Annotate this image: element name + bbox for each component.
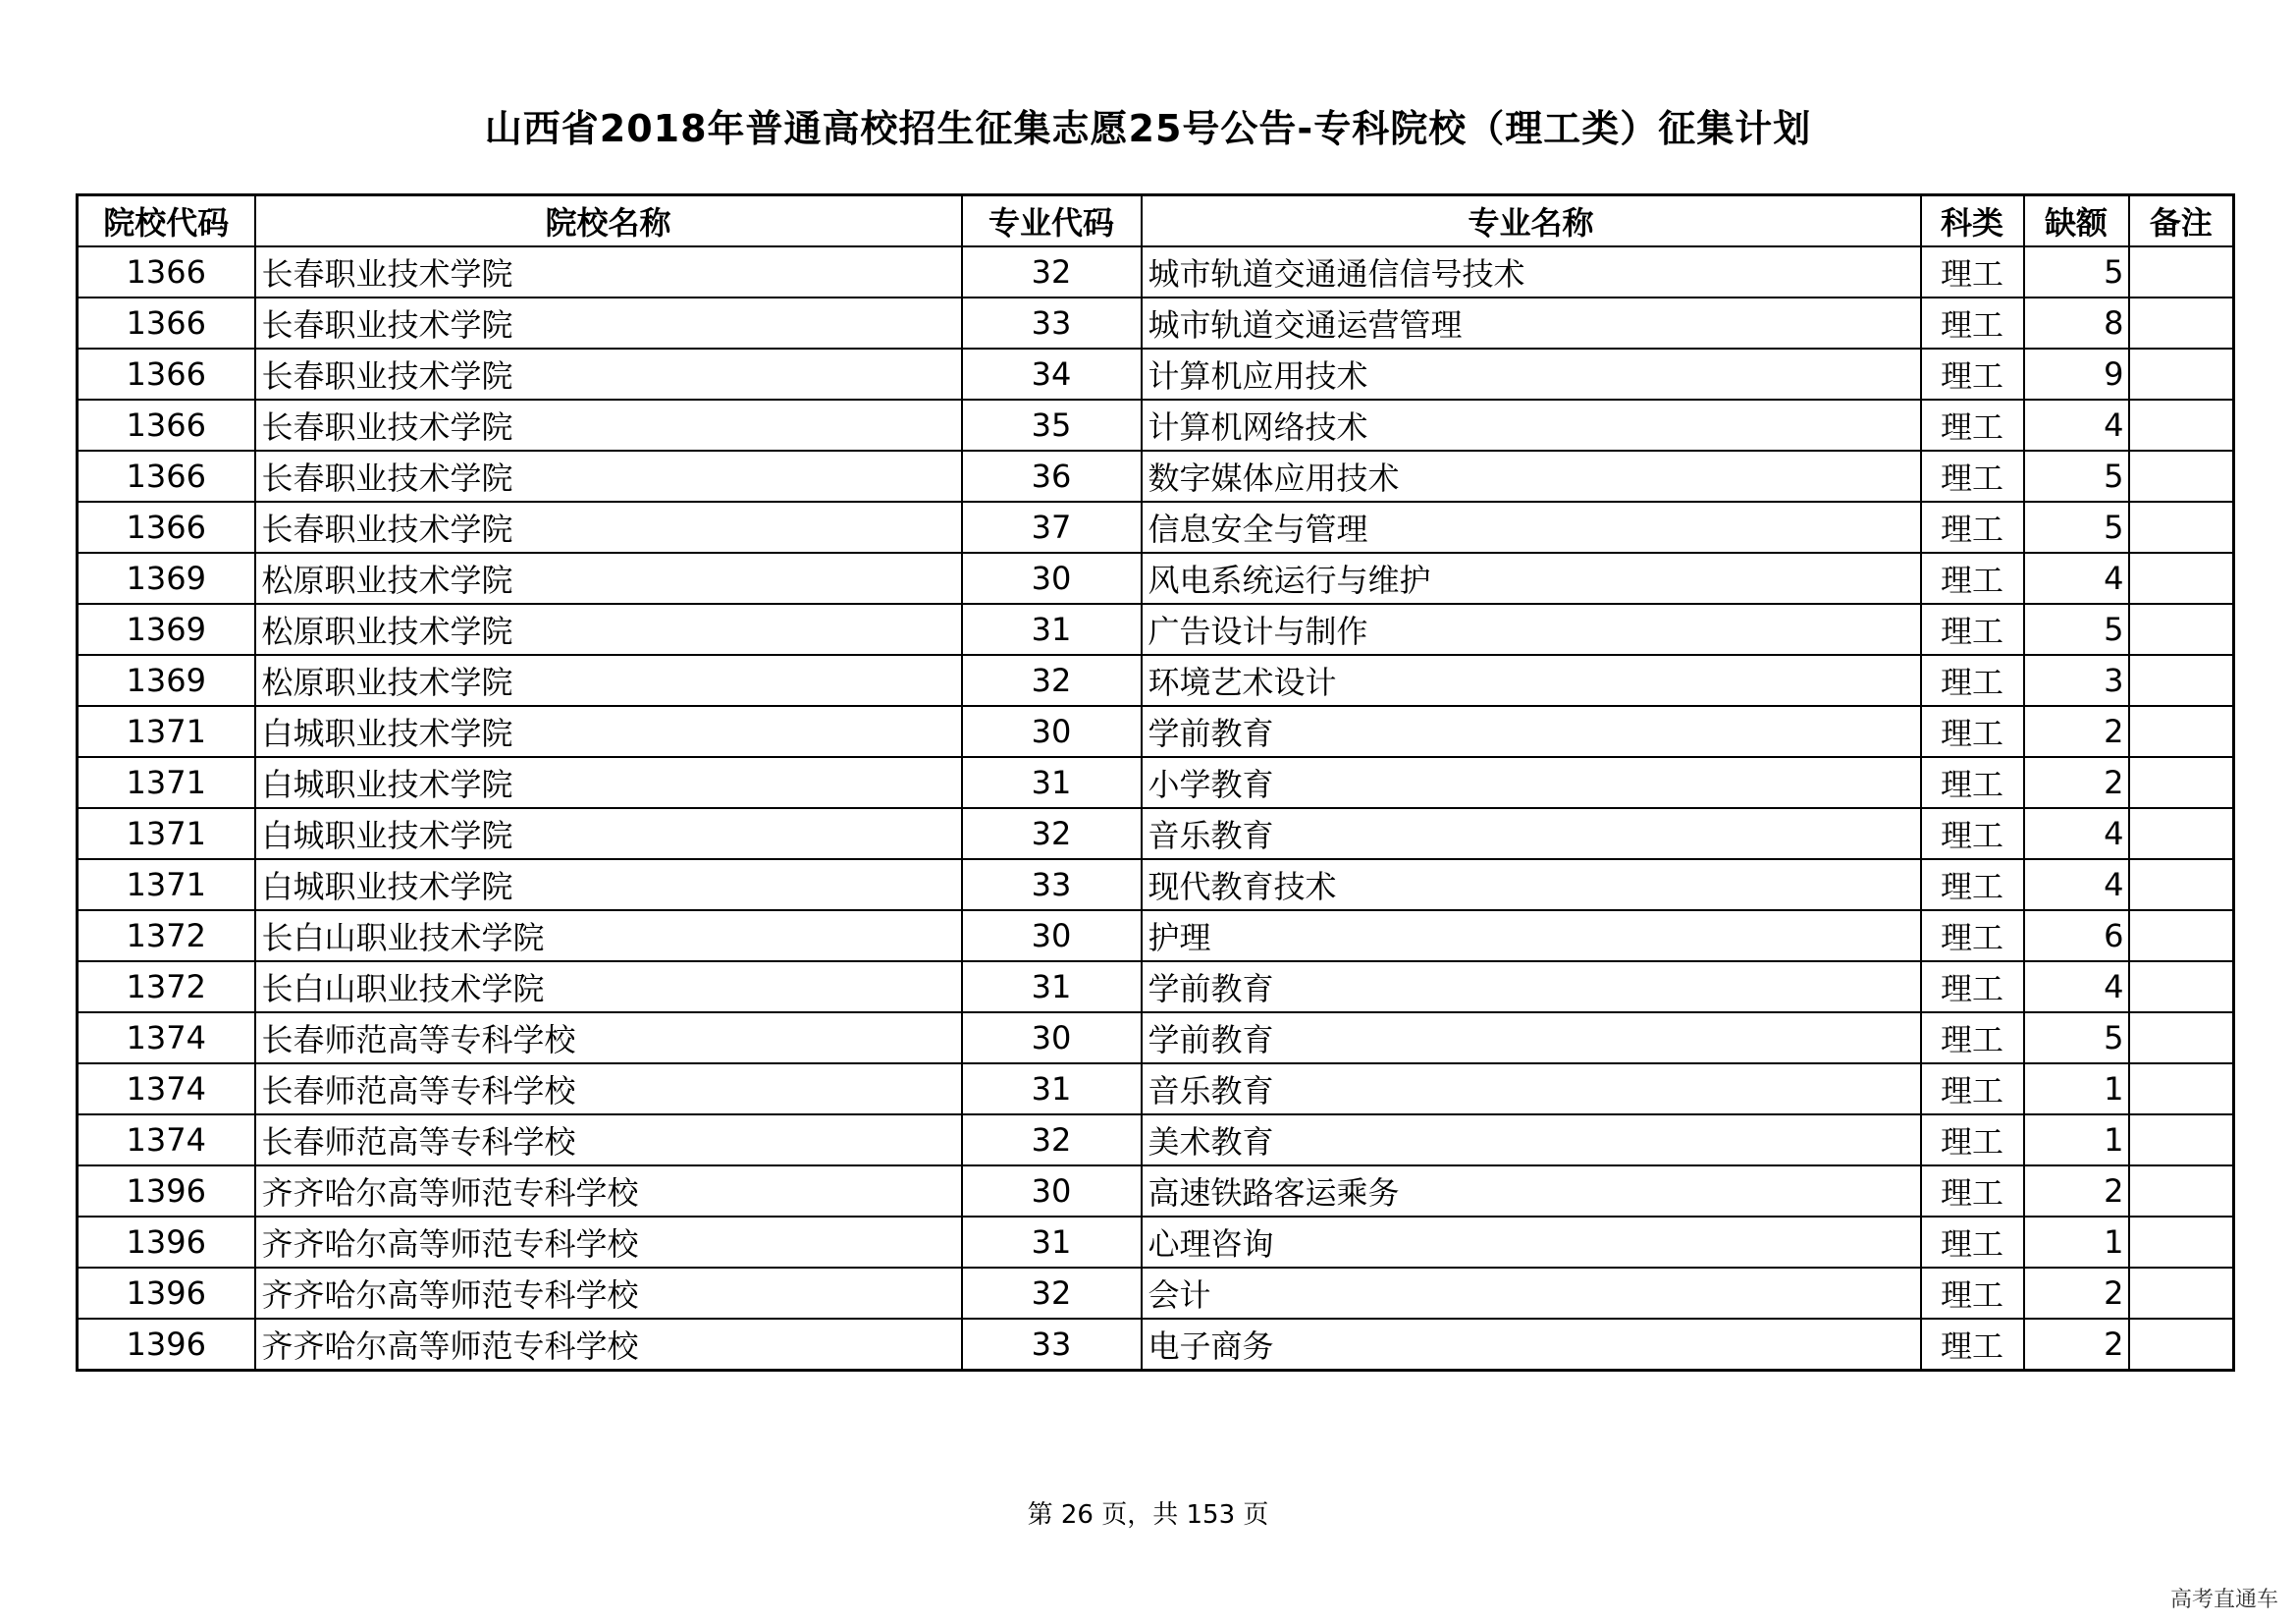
header-remarks: 备注 xyxy=(2129,195,2234,247)
cell-category: 理工 xyxy=(1921,298,2024,349)
cell-category: 理工 xyxy=(1921,961,2024,1012)
cell-school-name: 长春职业技术学院 xyxy=(255,298,962,349)
cell-school-code: 1396 xyxy=(78,1319,255,1371)
table-header-row xyxy=(78,195,2234,247)
cell-school-name: 长春师范高等专科学校 xyxy=(255,1012,962,1063)
cell-major-name: 心理咨询 xyxy=(1142,1217,1921,1268)
cell-vacancy: 4 xyxy=(2024,859,2129,910)
cell-remarks xyxy=(2129,1114,2234,1165)
cell-remarks xyxy=(2129,910,2234,961)
cell-school-code: 1371 xyxy=(78,706,255,757)
cell-major-code: 33 xyxy=(962,1319,1142,1371)
cell-school-code: 1366 xyxy=(78,400,255,451)
cell-major-name: 现代教育技术 xyxy=(1142,859,1921,910)
cell-category: 理工 xyxy=(1921,604,2024,655)
cell-school-name: 长春师范高等专科学校 xyxy=(255,1114,962,1165)
cell-major-code: 33 xyxy=(962,298,1142,349)
cell-major-code: 32 xyxy=(962,808,1142,859)
cell-school-name: 长白山职业技术学院 xyxy=(255,961,962,1012)
table-row xyxy=(78,910,2234,961)
cell-major-name: 学前教育 xyxy=(1142,961,1921,1012)
cell-category: 理工 xyxy=(1921,859,2024,910)
cell-vacancy: 4 xyxy=(2024,961,2129,1012)
cell-major-name: 电子商务 xyxy=(1142,1319,1921,1371)
cell-major-code: 31 xyxy=(962,604,1142,655)
cell-school-code: 1366 xyxy=(78,246,255,298)
cell-vacancy: 2 xyxy=(2024,1165,2129,1217)
cell-vacancy: 4 xyxy=(2024,400,2129,451)
page-title: 山西省2018年普通高校招生征集志愿25号公告-专科院校（理工类）征集计划 xyxy=(484,107,1812,150)
cell-remarks xyxy=(2129,757,2234,808)
cell-major-code: 30 xyxy=(962,706,1142,757)
cell-major-code: 32 xyxy=(962,1268,1142,1319)
cell-school-name: 白城职业技术学院 xyxy=(255,808,962,859)
cell-major-code: 32 xyxy=(962,246,1142,298)
cell-category: 理工 xyxy=(1921,655,2024,706)
header-category: 科类 xyxy=(1921,195,2024,247)
cell-school-name: 齐齐哈尔高等师范专科学校 xyxy=(255,1268,962,1319)
cell-major-code: 36 xyxy=(962,451,1142,502)
cell-category: 理工 xyxy=(1921,400,2024,451)
cell-major-code: 37 xyxy=(962,502,1142,553)
cell-school-name: 松原职业技术学院 xyxy=(255,655,962,706)
cell-remarks xyxy=(2129,502,2234,553)
cell-vacancy: 1 xyxy=(2024,1063,2129,1114)
cell-vacancy: 8 xyxy=(2024,298,2129,349)
cell-vacancy: 4 xyxy=(2024,553,2129,604)
cell-category: 理工 xyxy=(1921,451,2024,502)
cell-major-name: 环境艺术设计 xyxy=(1142,655,1921,706)
table-row xyxy=(78,246,2234,298)
table-row xyxy=(78,961,2234,1012)
cell-remarks xyxy=(2129,1319,2234,1371)
cell-remarks xyxy=(2129,1217,2234,1268)
cell-school-code: 1396 xyxy=(78,1165,255,1217)
cell-school-code: 1366 xyxy=(78,451,255,502)
cell-school-code: 1369 xyxy=(78,655,255,706)
cell-remarks xyxy=(2129,859,2234,910)
table-row xyxy=(78,1217,2234,1268)
cell-major-name: 小学教育 xyxy=(1142,757,1921,808)
cell-major-name: 计算机网络技术 xyxy=(1142,400,1921,451)
cell-remarks xyxy=(2129,706,2234,757)
table-row xyxy=(78,553,2234,604)
cell-remarks xyxy=(2129,451,2234,502)
cell-school-name: 白城职业技术学院 xyxy=(255,859,962,910)
cell-vacancy: 6 xyxy=(2024,910,2129,961)
cell-category: 理工 xyxy=(1921,246,2024,298)
cell-school-name: 长春职业技术学院 xyxy=(255,349,962,400)
cell-school-code: 1396 xyxy=(78,1268,255,1319)
cell-major-name: 美术教育 xyxy=(1142,1114,1921,1165)
table-row xyxy=(78,604,2234,655)
header-vacancy: 缺额 xyxy=(2024,195,2129,247)
cell-category: 理工 xyxy=(1921,1114,2024,1165)
cell-category: 理工 xyxy=(1921,502,2024,553)
cell-school-code: 1372 xyxy=(78,910,255,961)
cell-vacancy: 2 xyxy=(2024,757,2129,808)
enrollment-table xyxy=(76,193,2235,1372)
cell-school-code: 1374 xyxy=(78,1012,255,1063)
cell-major-name: 高速铁路客运乘务 xyxy=(1142,1165,1921,1217)
table-body xyxy=(78,246,2234,1371)
cell-vacancy: 5 xyxy=(2024,1012,2129,1063)
cell-major-name: 城市轨道交通运营管理 xyxy=(1142,298,1921,349)
table-row xyxy=(78,1114,2234,1165)
table-row xyxy=(78,451,2234,502)
header-major-name: 专业名称 xyxy=(1142,195,1921,247)
cell-vacancy: 5 xyxy=(2024,451,2129,502)
cell-vacancy: 5 xyxy=(2024,502,2129,553)
cell-major-name: 学前教育 xyxy=(1142,1012,1921,1063)
cell-school-name: 白城职业技术学院 xyxy=(255,757,962,808)
cell-major-code: 34 xyxy=(962,349,1142,400)
cell-remarks xyxy=(2129,400,2234,451)
cell-major-name: 广告设计与制作 xyxy=(1142,604,1921,655)
cell-school-code: 1372 xyxy=(78,961,255,1012)
cell-school-code: 1396 xyxy=(78,1217,255,1268)
cell-school-name: 松原职业技术学院 xyxy=(255,604,962,655)
cell-school-name: 长白山职业技术学院 xyxy=(255,910,962,961)
cell-category: 理工 xyxy=(1921,1268,2024,1319)
cell-category: 理工 xyxy=(1921,349,2024,400)
cell-remarks xyxy=(2129,1063,2234,1114)
cell-category: 理工 xyxy=(1921,1063,2024,1114)
table-row xyxy=(78,1268,2234,1319)
cell-vacancy: 1 xyxy=(2024,1217,2129,1268)
cell-school-name: 齐齐哈尔高等师范专科学校 xyxy=(255,1217,962,1268)
cell-major-code: 32 xyxy=(962,1114,1142,1165)
cell-remarks xyxy=(2129,246,2234,298)
cell-remarks xyxy=(2129,655,2234,706)
cell-major-name: 计算机应用技术 xyxy=(1142,349,1921,400)
table-row xyxy=(78,859,2234,910)
header-school-name: 院校名称 xyxy=(255,195,962,247)
cell-school-code: 1369 xyxy=(78,553,255,604)
cell-major-name: 信息安全与管理 xyxy=(1142,502,1921,553)
table-row xyxy=(78,1063,2234,1114)
cell-school-name: 长春职业技术学院 xyxy=(255,502,962,553)
cell-category: 理工 xyxy=(1921,1319,2024,1371)
cell-school-code: 1374 xyxy=(78,1063,255,1114)
cell-school-name: 长春职业技术学院 xyxy=(255,451,962,502)
cell-category: 理工 xyxy=(1921,1165,2024,1217)
header-school-code: 院校代码 xyxy=(78,195,255,247)
cell-vacancy: 4 xyxy=(2024,808,2129,859)
watermark: 高考直通车 xyxy=(2169,1588,2278,1612)
table-row xyxy=(78,757,2234,808)
cell-major-name: 学前教育 xyxy=(1142,706,1921,757)
cell-major-code: 30 xyxy=(962,1165,1142,1217)
cell-vacancy: 2 xyxy=(2024,1319,2129,1371)
table-row xyxy=(78,1165,2234,1217)
cell-vacancy: 2 xyxy=(2024,1268,2129,1319)
table-row xyxy=(78,1319,2234,1371)
cell-vacancy: 2 xyxy=(2024,706,2129,757)
table-row xyxy=(78,502,2234,553)
cell-major-code: 31 xyxy=(962,1063,1142,1114)
cell-remarks xyxy=(2129,1012,2234,1063)
cell-school-code: 1366 xyxy=(78,502,255,553)
cell-major-name: 会计 xyxy=(1142,1268,1921,1319)
cell-remarks xyxy=(2129,808,2234,859)
cell-remarks xyxy=(2129,1165,2234,1217)
cell-major-name: 音乐教育 xyxy=(1142,1063,1921,1114)
cell-category: 理工 xyxy=(1921,1012,2024,1063)
cell-school-code: 1374 xyxy=(78,1114,255,1165)
cell-category: 理工 xyxy=(1921,808,2024,859)
header-major-code: 专业代码 xyxy=(962,195,1142,247)
cell-major-name: 音乐教育 xyxy=(1142,808,1921,859)
cell-remarks xyxy=(2129,604,2234,655)
cell-remarks xyxy=(2129,1268,2234,1319)
cell-school-code: 1371 xyxy=(78,757,255,808)
cell-major-code: 31 xyxy=(962,1217,1142,1268)
cell-vacancy: 5 xyxy=(2024,246,2129,298)
cell-school-name: 齐齐哈尔高等师范专科学校 xyxy=(255,1165,962,1217)
cell-school-name: 松原职业技术学院 xyxy=(255,553,962,604)
cell-vacancy: 9 xyxy=(2024,349,2129,400)
cell-remarks xyxy=(2129,553,2234,604)
cell-school-name: 长春职业技术学院 xyxy=(255,400,962,451)
cell-category: 理工 xyxy=(1921,553,2024,604)
cell-major-code: 30 xyxy=(962,910,1142,961)
cell-major-name: 风电系统运行与维护 xyxy=(1142,553,1921,604)
cell-school-code: 1369 xyxy=(78,604,255,655)
cell-remarks xyxy=(2129,349,2234,400)
cell-major-code: 33 xyxy=(962,859,1142,910)
cell-vacancy: 5 xyxy=(2024,604,2129,655)
cell-school-name: 长春职业技术学院 xyxy=(255,246,962,298)
cell-school-code: 1366 xyxy=(78,349,255,400)
page-footer: 第 26 页，共 153 页 xyxy=(1027,1500,1269,1530)
cell-major-code: 30 xyxy=(962,1012,1142,1063)
cell-school-name: 长春师范高等专科学校 xyxy=(255,1063,962,1114)
cell-school-name: 齐齐哈尔高等师范专科学校 xyxy=(255,1319,962,1371)
cell-vacancy: 1 xyxy=(2024,1114,2129,1165)
table-row xyxy=(78,349,2234,400)
cell-category: 理工 xyxy=(1921,757,2024,808)
cell-remarks xyxy=(2129,298,2234,349)
table-row xyxy=(78,1012,2234,1063)
cell-vacancy: 3 xyxy=(2024,655,2129,706)
cell-major-name: 城市轨道交通通信信号技术 xyxy=(1142,246,1921,298)
table-row xyxy=(78,655,2234,706)
cell-major-code: 35 xyxy=(962,400,1142,451)
cell-category: 理工 xyxy=(1921,1217,2024,1268)
cell-school-name: 白城职业技术学院 xyxy=(255,706,962,757)
table-row xyxy=(78,808,2234,859)
cell-category: 理工 xyxy=(1921,706,2024,757)
cell-major-name: 数字媒体应用技术 xyxy=(1142,451,1921,502)
cell-major-code: 31 xyxy=(962,961,1142,1012)
cell-major-code: 32 xyxy=(962,655,1142,706)
cell-major-code: 30 xyxy=(962,553,1142,604)
table-row xyxy=(78,400,2234,451)
cell-school-code: 1371 xyxy=(78,808,255,859)
cell-category: 理工 xyxy=(1921,910,2024,961)
cell-major-name: 护理 xyxy=(1142,910,1921,961)
cell-school-code: 1371 xyxy=(78,859,255,910)
table-row xyxy=(78,706,2234,757)
table-row xyxy=(78,298,2234,349)
cell-school-code: 1366 xyxy=(78,298,255,349)
cell-remarks xyxy=(2129,961,2234,1012)
cell-major-code: 31 xyxy=(962,757,1142,808)
